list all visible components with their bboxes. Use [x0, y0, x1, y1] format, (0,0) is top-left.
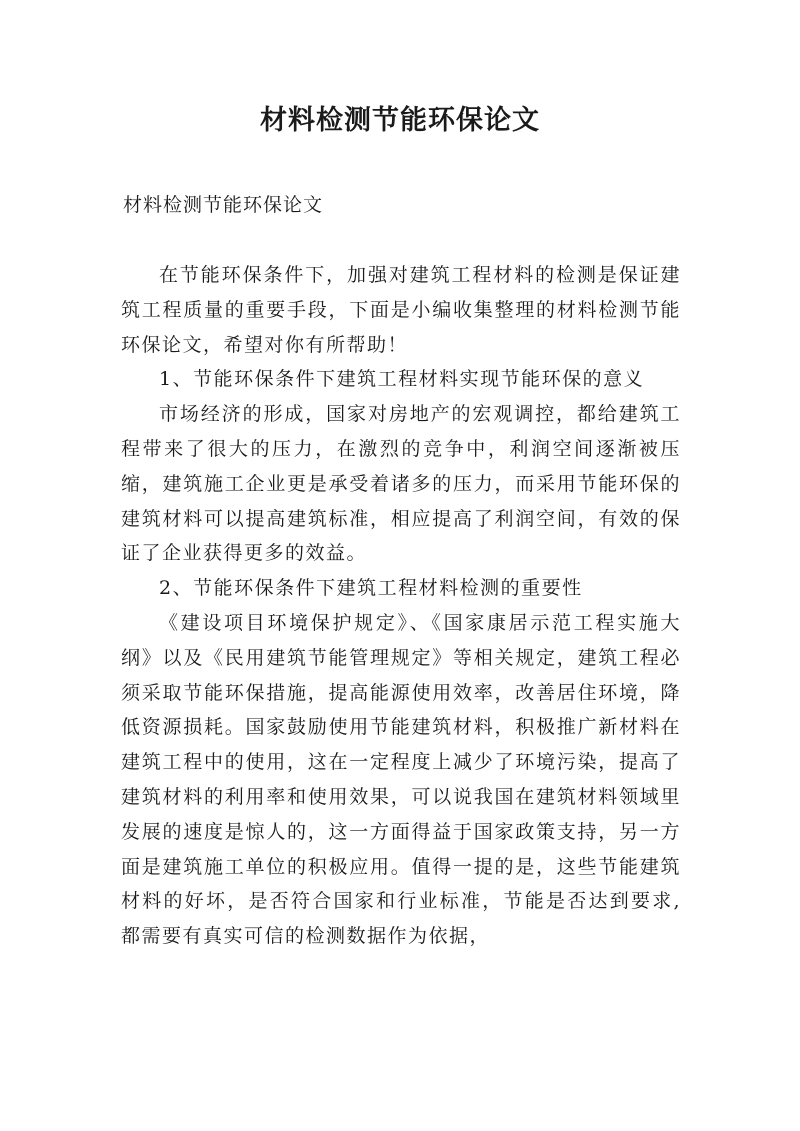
paragraph-section-2: 《建设项目环境保护规定》、《国家康居示范工程实施大纲》以及《民用建筑节能管理规定》等相关规定，建筑工程必须采取节能环保措施，提高能源使用效率，改善居住环境，降低资源损耗。国家鼓励使用节能建筑材料，积极推广新材料在建筑工程中的使用，这在一定程度上减少了环境污染，提高了建筑材料的利用率和使用效果，可以说我国在建筑材料领域里发展的速度是惊人的，这一方面得益于国家政策支持，另一方面是建筑施工单位的积极应用。值得一提的是，这些节能建筑材料的好坏，是否符合国家和行业标准，节能是否达到要求,都需要有真实可信的检测数据作为依据， [121, 611, 681, 948]
section-heading-1: 1、节能环保条件下建筑工程材料实现节能环保的意义 [159, 368, 645, 391]
document-title: 材料检测节能环保论文 [260, 105, 540, 136]
paragraph-section-1: 市场经济的形成，国家对房地产的宏观调控，都给建筑工程带来了很大的压力，在激烈的竞争中，利润空间逐渐被压缩，建筑施工企业更是承受着诸多的压力，而采用节能环保的建筑材料可以提高建筑标准，相应提高了利润空间，有效的保证了企业获得更多的效益。 [121, 403, 681, 565]
paragraph-intro: 在节能环保条件下，加强对建筑工程材料的检测是保证建筑工程质量的重要手段，下面是小编收集整理的材料检测节能环保论文，希望对你有所帮助！ [121, 264, 681, 356]
document-subtitle: 材料检测节能环保论文 [123, 194, 324, 216]
section-heading-2: 2、节能环保条件下建筑工程材料检测的重要性 [159, 577, 583, 600]
document-body [121, 258, 681, 954]
